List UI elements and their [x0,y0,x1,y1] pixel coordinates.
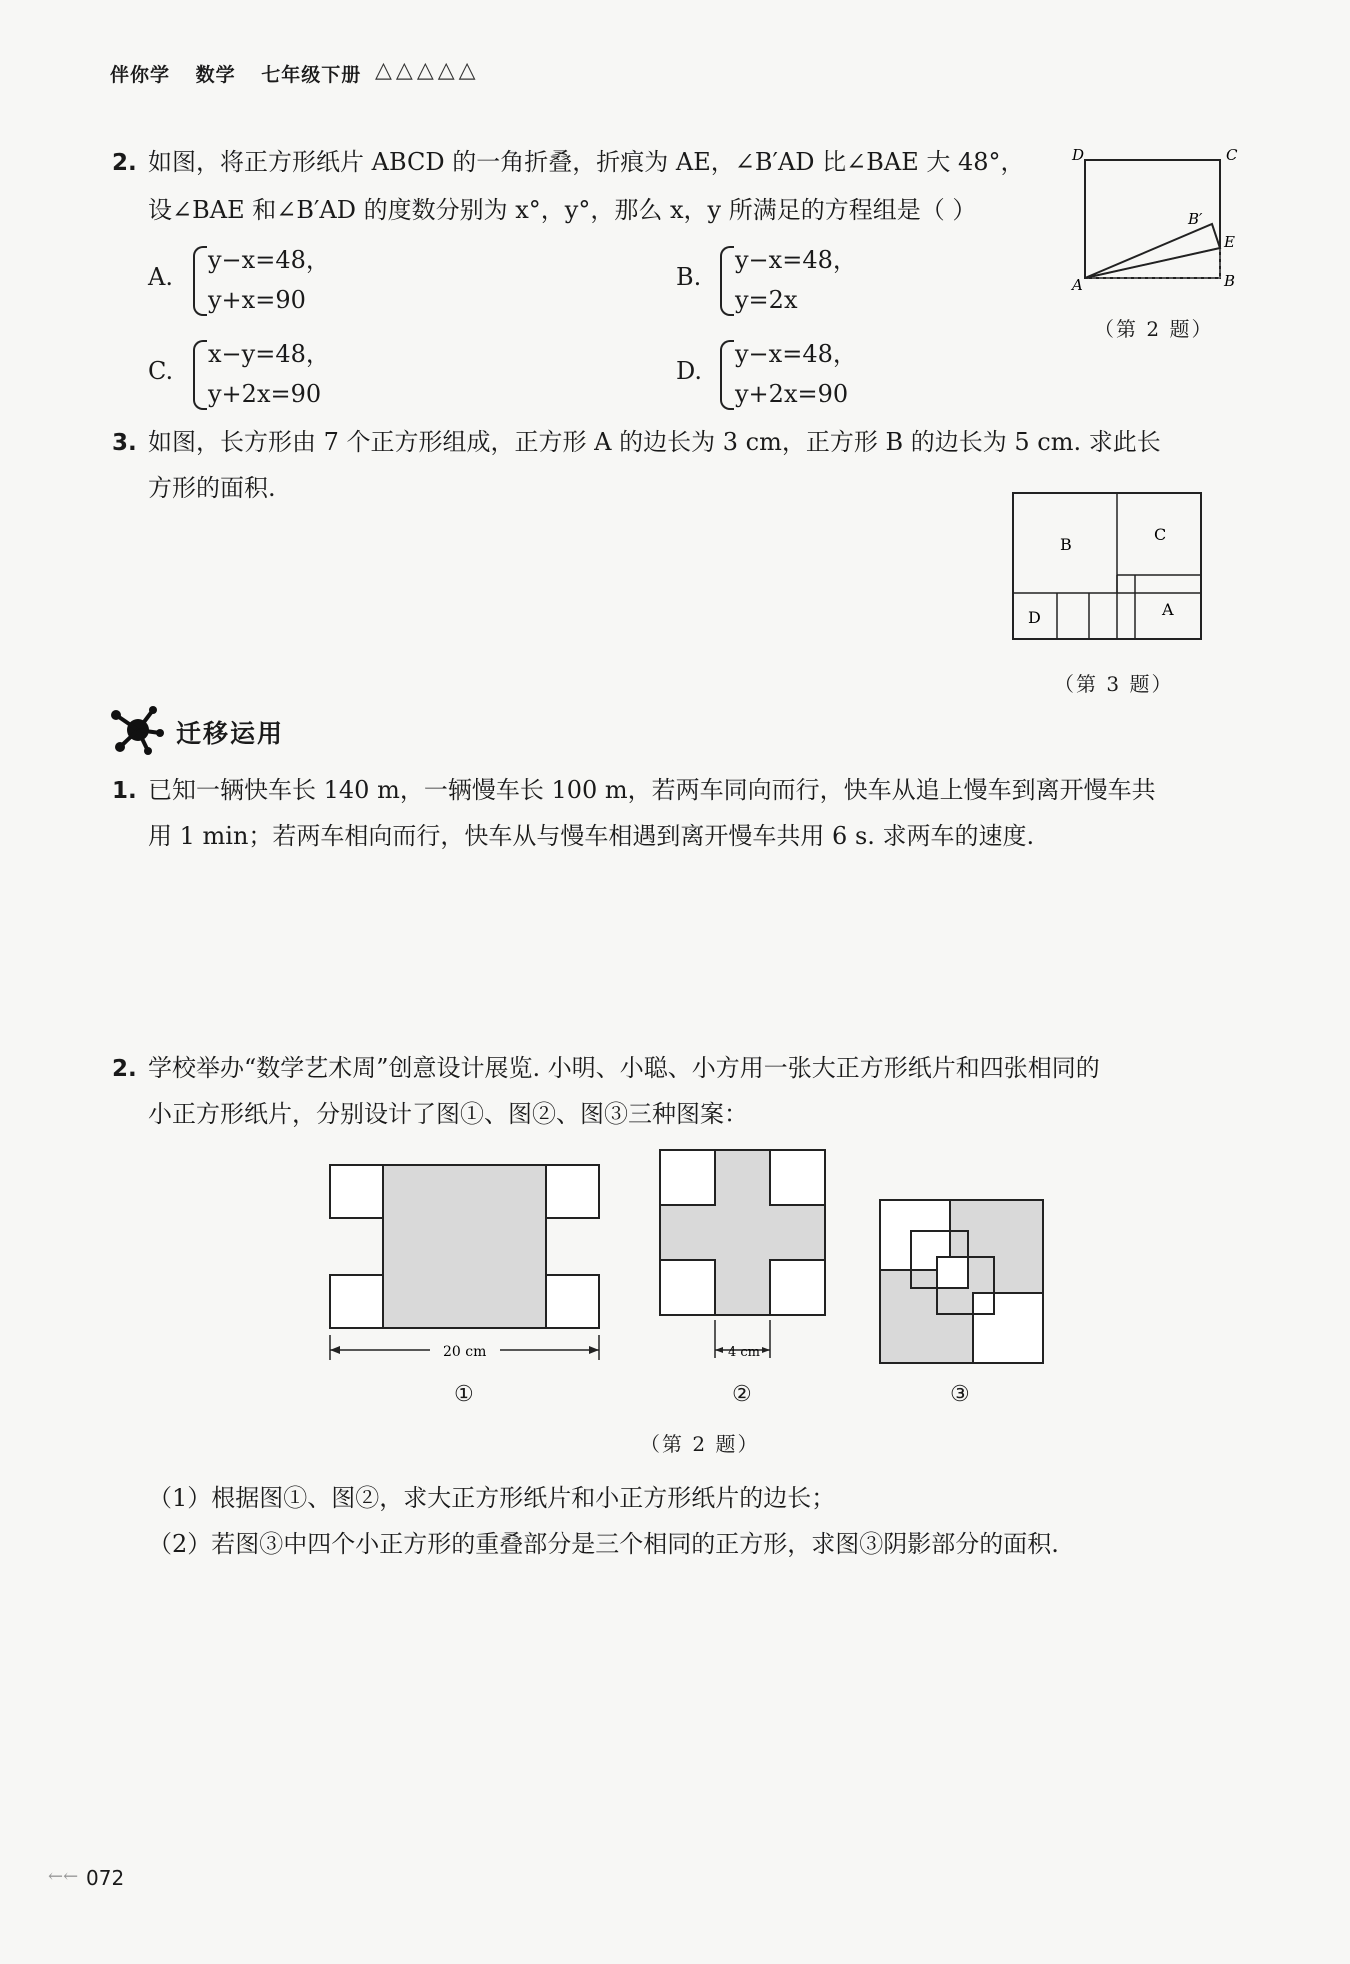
label-b: B [1224,272,1236,290]
equation: y−x=48， [735,340,857,368]
running-header [110,60,379,87]
p2-caption: （第 2 题） [640,1432,760,1456]
equation: y+2x=90 [735,380,849,408]
subject-label: 数学 [195,64,236,86]
section-title: 迁移运用 [176,719,285,748]
p1-line1: 已知一辆快车长 140 m，一辆慢车长 100 m，若两车同向而行，快车从追上慢车到离开慢车共 [148,776,1156,804]
equation: y=2x [735,286,798,314]
figure-label-2: ② [732,1382,752,1407]
page-number: 072 [86,1866,125,1890]
option-label: C. [148,357,174,385]
book-title: 伴你学 [110,64,171,86]
equation: y+x=90 [208,286,306,314]
equation: y−x=48， [208,246,330,274]
q2-caption: （第 2 题） [1094,317,1214,341]
brace-icon [720,246,734,316]
brace-icon [193,246,207,316]
p2-subquestion-2: （2）若图③中四个小正方形的重叠部分是三个相同的正方形，求图③阴影部分的面积. [148,1530,1059,1558]
figure-2 [655,1145,835,1370]
option-label: A. [148,263,173,291]
option-label: D. [676,357,703,385]
molecule-icon [108,705,168,755]
square-a-label: A [1162,600,1174,619]
figure-1 [320,1160,610,1375]
square-b-label: B [1060,535,1072,554]
q2-line1: 如图，将正方形纸片 ABCD 的一角折叠，折痕为 AE，∠B′AD 比∠BAE 大 48°， [148,148,1025,176]
brace-icon [193,340,207,410]
label-c: C [1226,146,1238,164]
p2-number: 2. [112,1056,137,1082]
label-a: A [1072,276,1083,294]
label-e: E [1224,233,1235,251]
q3-caption: （第 3 题） [1054,672,1174,696]
figure-3 [875,1195,1050,1370]
arrow-icon: ←← [48,1866,79,1887]
figure-label-1: ① [454,1382,474,1407]
q2-figure [1060,140,1240,300]
equation: y+2x=90 [208,380,322,408]
p2-line2: 小正方形纸片，分别设计了图①、图②、图③三种图案： [148,1100,748,1128]
square-d-label: D [1028,608,1041,627]
dimension-4cm: 4 cm [728,1345,761,1360]
p2-subquestion-1: （1）根据图①、图②，求大正方形纸片和小正方形纸片的边长； [148,1484,836,1512]
equation: x−y=48， [208,340,330,368]
q2-line2: 设∠BAE 和∠B′AD 的度数分别为 x°，y°，那么 x，y 所满足的方程组是（ ） [148,196,977,224]
q3-number: 3. [112,430,137,456]
label-d: D [1072,146,1085,164]
figure-label-3: ③ [950,1382,970,1407]
brace-icon [720,340,734,410]
dimension-20cm: 20 cm [443,1344,487,1360]
large-square [383,1165,546,1328]
q3-figure [1010,490,1205,645]
label-b-prime: B′ [1188,210,1203,228]
p2-line1: 学校举办“数学艺术周”创意设计展览. 小明、小聪、小方用一张大正方形纸片和四张相同的 [148,1054,1100,1082]
square-c-label: C [1154,525,1167,544]
equation: y−x=48， [735,246,857,274]
q3-line1: 如图，长方形由 7 个正方形组成，正方形 A 的边长为 3 cm，正方形 B 的边长为 5 cm. 求此长 [148,428,1161,456]
difficulty-triangles: △△△△△ [375,58,480,83]
folded-triangle [1085,224,1220,278]
grade-label: 七年级下册 [261,64,362,86]
q3-line2: 方形的面积. [148,474,276,502]
p1-number: 1. [112,778,137,804]
q2-number: 2. [112,150,137,176]
p1-line2: 用 1 min；若两车相向而行，快车从与慢车相遇到离开慢车共用 6 s. 求两车的速度. [148,822,1035,850]
crease-ae [1085,248,1220,278]
option-label: B. [676,263,702,291]
